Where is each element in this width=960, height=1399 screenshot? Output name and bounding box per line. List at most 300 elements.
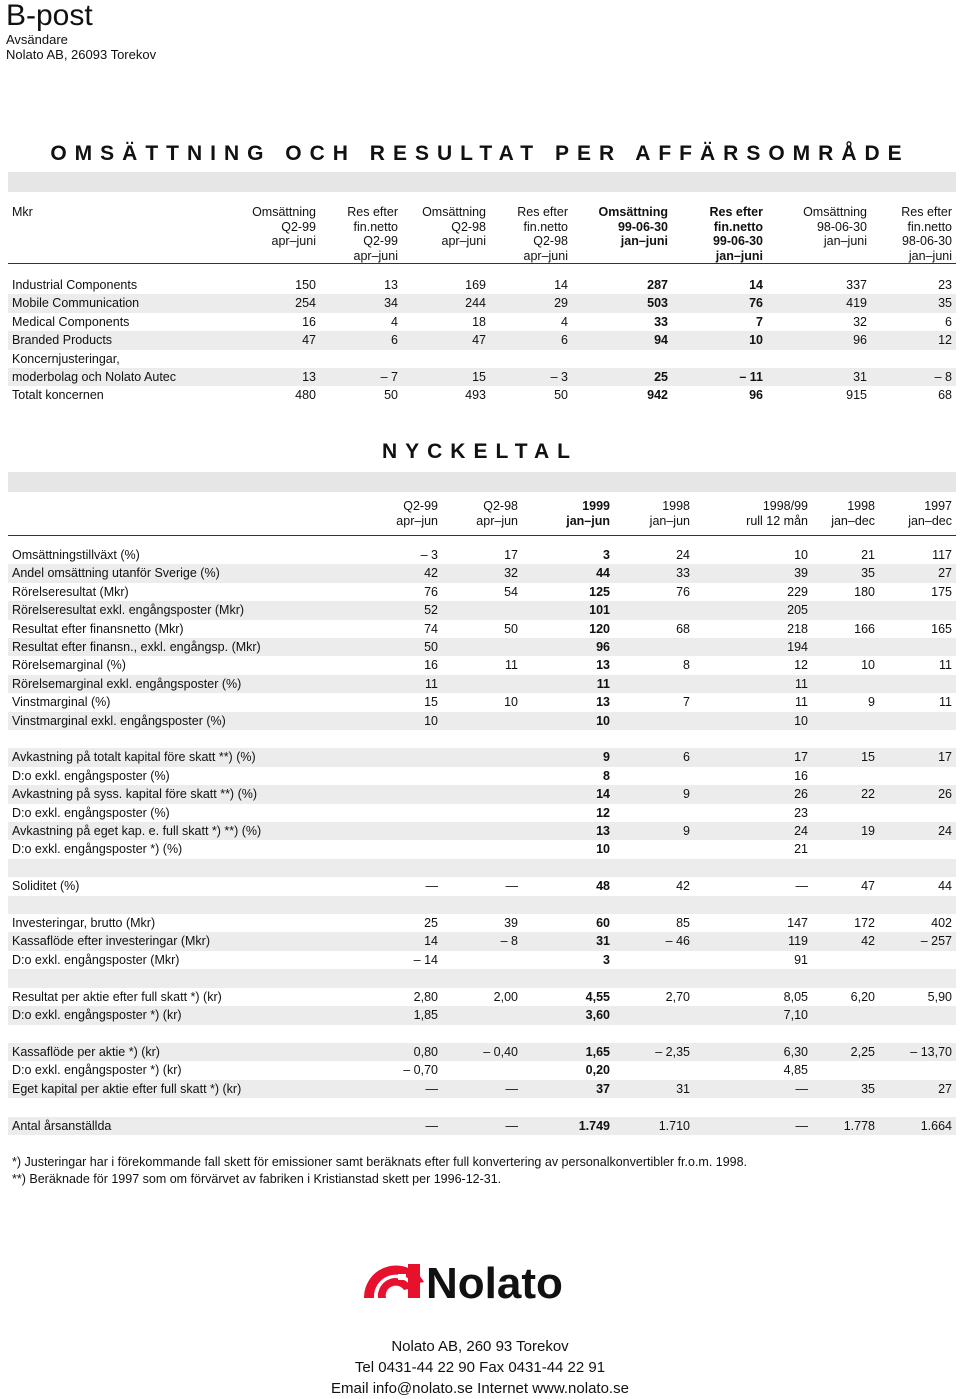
table-cell: 4,85 xyxy=(783,1063,808,1078)
table-cell xyxy=(879,638,956,656)
section-bar xyxy=(8,172,956,192)
table-cell xyxy=(442,969,522,987)
table-cell: 493 xyxy=(465,388,486,403)
table-cell xyxy=(614,1025,694,1043)
table-cell xyxy=(614,1006,694,1024)
column-header xyxy=(402,205,490,264)
table-cell: 3 xyxy=(603,548,610,562)
table-cell: 4 xyxy=(561,314,568,329)
table-cell: 13 xyxy=(596,658,610,673)
column-header xyxy=(767,205,871,264)
column-header xyxy=(694,499,812,536)
table-row xyxy=(8,767,956,785)
table-cell: 44 xyxy=(522,564,614,582)
table-cell xyxy=(879,730,956,748)
table-cell: 11 xyxy=(795,695,808,710)
table-cell xyxy=(879,951,956,969)
table-cell: 10 xyxy=(672,331,767,349)
table-cell: 5,90 xyxy=(927,989,952,1004)
table-row xyxy=(8,712,956,730)
row-label: Kassaflöde per aktie *) (kr) xyxy=(8,1043,370,1061)
row-label: Totalt koncernen xyxy=(12,388,104,403)
column-header-line: jan–jun xyxy=(566,513,610,528)
divider xyxy=(8,264,956,277)
column-header xyxy=(879,499,956,536)
table-cell: 31 xyxy=(614,1080,694,1098)
row-label: Vinstmarginal (%) xyxy=(12,695,111,710)
table-cell: 76 xyxy=(672,294,767,312)
table-cell: 150 xyxy=(295,278,316,292)
table-cell: 24 xyxy=(879,822,956,840)
table-cell: 76 xyxy=(676,584,690,599)
table-row xyxy=(8,988,956,1006)
row-label xyxy=(8,1025,370,1043)
table-cell: 7,10 xyxy=(694,1006,812,1024)
table-cell xyxy=(442,1006,522,1024)
table-cell: – 8 xyxy=(871,368,956,386)
table-cell: 24 xyxy=(694,822,812,840)
table-cell xyxy=(614,840,694,858)
table-cell xyxy=(442,1098,522,1116)
table-row xyxy=(8,331,956,349)
table-cell xyxy=(614,1098,694,1116)
column-header-line: apr–jun xyxy=(396,513,438,528)
table-cell: 8,05 xyxy=(783,989,808,1004)
table-cell: 1.710 xyxy=(614,1117,694,1135)
table-cell: 76 xyxy=(424,584,438,599)
row-label xyxy=(8,1098,370,1116)
column-header-line: rull 12 mån xyxy=(746,513,808,528)
sender-address: Nolato AB, 26093 Torekov xyxy=(6,47,157,62)
table-cell xyxy=(812,1098,879,1116)
table-cell: 31 xyxy=(767,368,871,386)
column-header xyxy=(490,205,572,264)
table-cell: — xyxy=(505,879,518,894)
table-cell: 1.664 xyxy=(879,1117,956,1135)
table-cell: – 46 xyxy=(614,932,694,950)
row-label: Mobile Communication xyxy=(8,294,232,312)
table-cell: 48 xyxy=(596,879,610,894)
table-header-row xyxy=(8,205,956,264)
table-cell: – 11 xyxy=(672,368,767,386)
table-cell: 32 xyxy=(442,564,522,582)
table-cell: 6 xyxy=(320,331,402,349)
table-cell: 175 xyxy=(931,584,952,599)
table-cell: 25 xyxy=(424,916,438,931)
divider xyxy=(8,536,956,547)
table-cell: 14 xyxy=(522,785,614,803)
table-cell xyxy=(812,859,879,877)
table-cell xyxy=(370,730,442,748)
table-row xyxy=(8,656,956,674)
table-cell: — xyxy=(694,1080,812,1098)
table-cell: — xyxy=(442,1080,522,1098)
table-cell: 15 xyxy=(812,748,879,766)
row-label: Rörelsemarginal (%) xyxy=(12,658,126,673)
table-cell: 27 xyxy=(879,564,956,582)
table-cell: 1,85 xyxy=(370,1006,442,1024)
table-cell: 26 xyxy=(694,785,812,803)
table-cell xyxy=(767,350,871,368)
table-row xyxy=(8,914,956,932)
row-label: Avkastning på syss. kapital före skatt **) (%) xyxy=(8,785,370,803)
table-cell: 35 xyxy=(812,1080,879,1098)
table-cell xyxy=(812,1061,879,1079)
table-cell xyxy=(694,896,812,914)
table-row xyxy=(8,951,956,969)
table-cell: 14 xyxy=(554,278,568,292)
row-label: Rörelsemarginal exkl. engångsposter (%) xyxy=(8,675,370,693)
column-header-line: jan–juni xyxy=(908,248,952,263)
table-cell: 96 xyxy=(522,638,614,656)
table-cell xyxy=(694,1025,812,1043)
table-row xyxy=(8,350,956,368)
table-cell xyxy=(370,1098,442,1116)
table-row xyxy=(8,620,956,638)
table-cell: 17 xyxy=(879,748,956,766)
table-cell: 3 xyxy=(603,952,610,967)
table-cell: 27 xyxy=(879,1080,956,1098)
table-cell xyxy=(442,896,522,914)
row-label: Avkastning på eget kap. e. full skatt *) **) (%) xyxy=(8,822,370,840)
table-cell: 96 xyxy=(749,388,763,403)
column-header-line: 1998 xyxy=(847,499,875,513)
table-cell xyxy=(614,859,694,877)
row-label: Branded Products xyxy=(8,331,232,349)
table-cell xyxy=(522,1098,614,1116)
table-cell: 74 xyxy=(424,621,438,636)
table-cell: 419 xyxy=(767,294,871,312)
column-header-line: Q2-98 xyxy=(483,499,518,513)
column-header-line: jan–juni xyxy=(715,248,763,263)
row-label: moderbolag och Nolato Autec xyxy=(8,368,232,386)
table-cell: — xyxy=(370,1080,442,1098)
row-label: D:o exkl. engångsposter *) (kr) xyxy=(8,1006,370,1024)
table-cell: 4,55 xyxy=(585,989,610,1004)
column-header-line: Q2-98 xyxy=(451,219,486,234)
table-cell: 120 xyxy=(589,621,610,636)
table-cell xyxy=(812,1025,879,1043)
table-cell: 125 xyxy=(589,584,610,599)
table-cell: 9 xyxy=(522,748,614,766)
table-cell: — xyxy=(425,879,438,894)
table-cell xyxy=(812,712,879,730)
table-cell xyxy=(320,350,402,368)
table-cell: 21 xyxy=(794,842,808,857)
table-row xyxy=(8,368,956,386)
table-cell xyxy=(879,1025,956,1043)
table-cell: 119 xyxy=(694,932,812,950)
column-header xyxy=(8,499,370,536)
table-cell: 50 xyxy=(384,388,398,403)
table-cell: 0,20 xyxy=(585,1063,610,1078)
table-cell: 117 xyxy=(932,548,952,562)
table-cell: 37 xyxy=(522,1080,614,1098)
table-cell: 402 xyxy=(931,916,952,931)
table-cell xyxy=(879,804,956,822)
column-header-line: jan–juni xyxy=(620,234,668,248)
table-cell: 337 xyxy=(846,278,867,292)
table-cell xyxy=(879,859,956,877)
table-cell: 180 xyxy=(854,584,875,599)
table-row xyxy=(8,386,956,404)
table-cell: 91 xyxy=(794,952,808,967)
table-cell xyxy=(442,822,522,840)
table-cell: 19 xyxy=(812,822,879,840)
table-cell xyxy=(370,822,442,840)
row-label: Vinstmarginal exkl. engångsposter (%) xyxy=(8,712,370,730)
table-cell: 2,70 xyxy=(665,989,690,1004)
table-cell xyxy=(614,1061,694,1079)
footnote-1: *) Justeringar har i förekommande fall skett för emissioner samt beräknats efter full konvertering av personalkonvertibler fr.o.m. 1998. xyxy=(12,1155,748,1169)
column-header-line: Q2-99 xyxy=(363,234,398,248)
column-header-line: 99-06-30 xyxy=(617,219,668,234)
column-header-line: fin.netto xyxy=(907,219,952,234)
table-cell: – 14 xyxy=(413,952,438,967)
table-cell xyxy=(812,601,879,619)
row-label: D:o exkl. engångsposter *) (%) xyxy=(12,842,183,857)
table-cell xyxy=(614,638,694,656)
row-label: Rörelseresultat (Mkr) xyxy=(12,584,129,599)
row-label: D:o exkl. engångsposter (Mkr) xyxy=(12,952,180,967)
table-cell: 6 xyxy=(614,748,694,766)
table-cell: 24 xyxy=(676,548,690,562)
table-cell: 2,80 xyxy=(413,989,438,1004)
table-row xyxy=(8,276,956,294)
table-cell xyxy=(879,675,956,693)
nolato-logo-icon xyxy=(358,1248,608,1310)
section-title-nyckeltal: NYCKELTAL xyxy=(381,440,579,463)
header-title: B-post xyxy=(6,0,93,32)
table-cell: 6 xyxy=(490,331,572,349)
column-header-line: apr–juni xyxy=(271,234,316,248)
table-cell xyxy=(812,896,879,914)
table-cell: 18 xyxy=(472,314,486,329)
column-header-line: Res efter xyxy=(517,205,568,219)
column-header-line: 1997 xyxy=(924,499,952,513)
table-row xyxy=(8,822,956,840)
table-cell xyxy=(572,350,672,368)
table-cell: — xyxy=(795,879,808,894)
table-cell xyxy=(879,1006,956,1024)
table-cell: 2,25 xyxy=(812,1043,879,1061)
row-label: Omsättningstillväxt (%) xyxy=(12,548,140,562)
table-cell: 10 xyxy=(370,712,442,730)
column-header-line: Mkr xyxy=(12,205,33,219)
table-cell: 169 xyxy=(465,278,486,292)
column-header-line: Res efter xyxy=(709,205,763,219)
table-cell xyxy=(812,804,879,822)
table-cell xyxy=(812,675,879,693)
table-cell: 172 xyxy=(854,916,875,931)
table-cell xyxy=(812,951,879,969)
table-cell: 101 xyxy=(522,601,614,619)
table-cell xyxy=(442,730,522,748)
row-label: Medical Components xyxy=(12,314,130,329)
table-cell: – 7 xyxy=(320,368,402,386)
table-row xyxy=(8,638,956,656)
contact-phone: Tel 0431-44 22 90 Fax 0431-44 22 91 xyxy=(354,1359,606,1376)
table-cell: 50 xyxy=(504,621,518,636)
table-cell xyxy=(522,859,614,877)
table-row xyxy=(8,546,956,564)
table-row xyxy=(8,785,956,803)
table-cell: 47 xyxy=(402,331,490,349)
table-cell: 25 xyxy=(572,368,672,386)
table-row xyxy=(8,1025,956,1043)
table-cell: 10 xyxy=(522,712,614,730)
table-cell xyxy=(370,896,442,914)
column-header xyxy=(320,205,402,264)
column-header-line: 1999 xyxy=(582,499,610,513)
table-row xyxy=(8,969,956,987)
table-cell: 7 xyxy=(683,695,690,710)
table-cell: 10 xyxy=(794,548,808,562)
column-header-line: jan–juni xyxy=(823,234,867,248)
table-cell: 14 xyxy=(749,278,763,292)
table-cell xyxy=(442,638,522,656)
table-cell xyxy=(672,350,767,368)
table-cell: 915 xyxy=(846,388,867,403)
table-cell: 13 xyxy=(522,822,614,840)
header-divider xyxy=(8,264,956,277)
table-cell: 11 xyxy=(522,675,614,693)
column-header xyxy=(522,499,614,536)
row-label: Rörelseresultat exkl. engångsposter (Mkr) xyxy=(8,601,370,619)
table-cell: 254 xyxy=(232,294,320,312)
table-cell: – 3 xyxy=(490,368,572,386)
row-label: Resultat per aktie efter full skatt *) (kr) xyxy=(12,989,222,1004)
table-cell: – 0,40 xyxy=(442,1043,522,1061)
table-cell xyxy=(694,730,812,748)
row-label: Soliditet (%) xyxy=(12,879,80,894)
table-cell: 480 xyxy=(295,388,316,403)
table-cell: 194 xyxy=(694,638,812,656)
section-title-omsattning: OMSÄTTNING OCH RESULTAT PER AFFÄRSOMRÅDE xyxy=(50,142,910,165)
table-cell xyxy=(879,969,956,987)
table-row xyxy=(8,1117,956,1135)
table-cell xyxy=(879,840,956,858)
table-row xyxy=(8,583,956,601)
table-cell xyxy=(812,730,879,748)
table-cell xyxy=(614,730,694,748)
table-cell xyxy=(879,601,956,619)
table-row xyxy=(8,675,956,693)
table-cell: 29 xyxy=(490,294,572,312)
table-cell: 8 xyxy=(683,658,690,673)
table-cell xyxy=(402,350,490,368)
row-label: D:o exkl. engångsposter *) (kr) xyxy=(12,1063,182,1078)
table-cell: 229 xyxy=(787,584,808,599)
column-header-line: fin.netto xyxy=(713,219,763,234)
table-cell: 39 xyxy=(694,564,812,582)
table-cell: 13 xyxy=(232,368,320,386)
table-cell: 26 xyxy=(879,785,956,803)
table-cell: 15 xyxy=(402,368,490,386)
footnote-2: **) Beräknade för 1997 som om förvärvet av fabriken i Kristianstad skett per 1996-12-31. xyxy=(12,1172,502,1186)
table-cell xyxy=(614,767,694,785)
table-row xyxy=(8,1080,956,1098)
table-cell xyxy=(370,969,442,987)
contact-web: Email info@nolato.se Internet www.nolato.se xyxy=(331,1380,629,1397)
table-cell: 16 xyxy=(424,658,438,673)
table-cell: 50 xyxy=(370,638,442,656)
table-cell: 16 xyxy=(302,314,316,329)
table-row xyxy=(8,896,956,914)
table-cell xyxy=(522,969,614,987)
column-header-line: Q2-99 xyxy=(281,219,316,234)
table-cell: 32 xyxy=(853,314,867,329)
row-label: Eget kapital per aktie efter full skatt *) (kr) xyxy=(8,1080,370,1098)
table-row xyxy=(8,294,956,312)
table-cell: 22 xyxy=(812,785,879,803)
table-cell: – 13,70 xyxy=(879,1043,956,1061)
table-cell: 11 xyxy=(370,675,442,693)
table-row xyxy=(8,1061,956,1079)
table-cell: 47 xyxy=(861,879,875,894)
table-row xyxy=(8,693,956,711)
table-cell: 218 xyxy=(787,621,808,636)
table-cell xyxy=(879,896,956,914)
column-header-line: fin.netto xyxy=(353,219,398,234)
table-cell: 34 xyxy=(320,294,402,312)
row-label: D:o exkl. engångsposter (%) xyxy=(12,768,170,783)
table-cell: 1,65 xyxy=(522,1043,614,1061)
table-cell: 31 xyxy=(522,932,614,950)
column-header-line: Omsättning xyxy=(598,205,668,219)
table-cell xyxy=(879,1061,956,1079)
table-cell: 942 xyxy=(647,388,668,403)
table-cell: 9 xyxy=(614,822,694,840)
table-cell: — xyxy=(370,1117,442,1135)
table-cell: 9 xyxy=(868,695,875,710)
table-cell: 60 xyxy=(596,916,610,931)
table-cell xyxy=(614,601,694,619)
column-header xyxy=(572,205,672,264)
table-cell xyxy=(370,859,442,877)
table-cell: 10 xyxy=(504,695,518,710)
table-cell: 35 xyxy=(871,294,956,312)
table-cell: 205 xyxy=(694,601,812,619)
column-header-line: 1998/99 xyxy=(762,499,808,513)
column-header-line: apr–juni xyxy=(441,234,486,248)
table-cell: 33 xyxy=(614,564,694,582)
table-cell: 11 xyxy=(505,658,518,673)
table-row xyxy=(8,932,956,950)
table-cell xyxy=(370,804,442,822)
column-header-line: 98-06-30 xyxy=(816,219,867,234)
table-cell: – 0,70 xyxy=(403,1063,438,1078)
column-header-line: jan–jun xyxy=(649,513,690,528)
table-cell: 147 xyxy=(787,916,808,931)
column-header-line: Omsättning xyxy=(252,205,316,219)
table-cell xyxy=(614,804,694,822)
table-cell: 10 xyxy=(694,712,812,730)
column-header-line: Q2-99 xyxy=(403,499,438,513)
column-header xyxy=(442,499,522,536)
table-cell xyxy=(442,951,522,969)
column-header-line: Omsättning xyxy=(803,205,867,219)
table-cell: 8 xyxy=(603,768,610,783)
table-header-row xyxy=(8,499,956,536)
table-cell xyxy=(694,969,812,987)
table-cell xyxy=(871,350,956,368)
column-header-line: Omsättning xyxy=(422,205,486,219)
table-cell: 47 xyxy=(232,331,320,349)
table-cell: 68 xyxy=(676,621,690,636)
table-cell: 244 xyxy=(402,294,490,312)
table-cell: 15 xyxy=(424,695,438,710)
